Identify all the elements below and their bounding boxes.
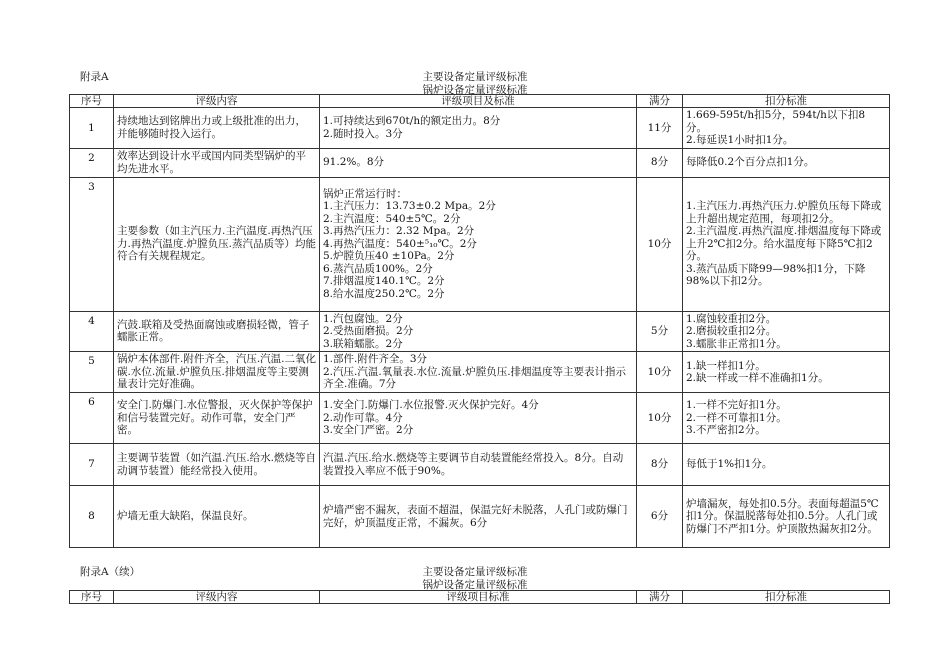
deduction-standard [683, 444, 890, 486]
item-line: 3.再热汽压力：2.32 Mpa。2分 [323, 225, 475, 238]
full-score: 8分 [637, 148, 683, 177]
item-line: 6.蒸汽品质100%。2分 [323, 262, 433, 275]
deduction-line: 炉墙漏灰，每处扣0.5分。表面每超温5℃扣1分。保温脱落每处扣0.5分。人孔门或防爆门不严扣1分。炉顶散热漏灰扣2分。 [686, 497, 879, 535]
header-content: 评级内容 [114, 591, 320, 604]
deduction-standard [683, 352, 890, 393]
deduction-standard [683, 311, 890, 352]
deduction-standard [683, 177, 890, 311]
item-line: 2.受热面磨损。2分 [323, 325, 414, 337]
document-subtitle-continued: 锅炉设备定量评级标准 [422, 579, 528, 591]
header-no: 序号 [70, 95, 114, 108]
item-line: 1.主汽压力：13.73±0.2 Mpa。2分 [323, 200, 496, 213]
header-full-score: 满分 [637, 95, 683, 108]
table-row [70, 177, 890, 311]
deduction-line: 2.主汽温度.再热汽温度.排烟温度每下降或上升2℃扣2分。给水温度每下降5℃扣2分。 [686, 225, 882, 263]
row-number: 1 [70, 108, 114, 149]
table-row [70, 444, 890, 486]
table-header-row [70, 591, 890, 604]
item-line: 1.部件.附件齐全。3分 [323, 353, 428, 366]
full-score: 5分 [637, 311, 683, 352]
full-score: 10分 [637, 352, 683, 393]
full-score: 6分 [637, 486, 683, 548]
full-score: 10分 [637, 177, 683, 311]
rating-items [320, 148, 637, 177]
deduction-line: 每降低0.2个百分点扣1分。 [686, 156, 815, 169]
deduction-line: 2.磨损较重扣2分。 [686, 325, 777, 337]
deduction-line: 3.蠕胀非正常扣1分。 [686, 337, 787, 350]
item-line: 7.排烟温度140.1℃。2分 [323, 275, 445, 288]
rating-items [320, 444, 637, 486]
document-title-continued: 主要设备定量评级标准 [422, 566, 528, 578]
rating-items [320, 311, 637, 352]
table-row [70, 148, 890, 177]
row-number: 5 [70, 352, 114, 393]
rating-content: 安全门.防爆门.水位警报，灭火保护等保护和信号装置完好。动作可靠，安全门严密。 [114, 393, 320, 444]
table-row [70, 311, 890, 352]
item-line: 91.2%。8分 [323, 156, 385, 169]
appendix-label: 附录A [80, 71, 109, 83]
deduction-line: 2.缺一样或一样不准确扣1分。 [686, 372, 829, 384]
rating-items [320, 486, 637, 548]
table-row [70, 393, 890, 444]
item-line: 1.汽包腐蚀。2分 [323, 312, 403, 325]
header-full-score: 满分 [637, 591, 683, 604]
full-score: 11分 [637, 108, 683, 149]
rating-content: 炉墙无重大缺陷，保温良好。 [114, 486, 320, 548]
item-line: 3.安全门严密。2分 [323, 424, 414, 437]
row-number: 3 [70, 177, 114, 311]
deduction-standard [683, 148, 890, 177]
row-number: 4 [70, 311, 114, 352]
deduction-line: 每低于1%扣1分。 [686, 458, 773, 471]
row-number: 7 [70, 444, 114, 486]
item-line: 2.主汽温度：540±5℃。2分 [323, 212, 461, 225]
item-line: 2.汽压.汽温.氧量表.水位.流量.炉膛负压.排烟温度等主要表计指示齐全.准确。7分 [323, 365, 627, 391]
item-line: 3.联箱蠕胀。2分 [323, 337, 403, 350]
document-title: 主要设备定量评级标准 [422, 71, 528, 83]
row-number: 6 [70, 393, 114, 444]
full-score: 10分 [637, 393, 683, 444]
table-header-row [70, 95, 890, 108]
boiler-rating-table-continued [69, 590, 890, 604]
rating-items [320, 352, 637, 393]
header-deduction: 扣分标准 [683, 591, 890, 604]
item-line: 2.随时投入。3分 [323, 127, 403, 140]
rating-items [320, 393, 637, 444]
rating-content: 主要参数（如主汽压力.主汽温度.再热汽压力.再热汽温度.炉膛负压.蒸汽品质等）均能符合有关规程规定。 [114, 177, 320, 311]
deduction-standard [683, 393, 890, 444]
appendix-continued-label: 附录A（续） [80, 566, 141, 578]
item-line: 炉墙严密不漏灰，表面不超温，保温完好未脱落，人孔门或防爆门完好，炉顶温度正常，不漏灰。6分 [323, 504, 628, 529]
rating-items [320, 108, 637, 149]
rating-content: 汽鼓.联箱及受热面腐蚀或磨损轻微，管子蠕胀正常。 [114, 311, 320, 352]
table-row [70, 108, 890, 149]
header-items: 评级项目及标准 [320, 95, 637, 108]
item-line: 1.可持续达到670t/h的额定出力。8分 [323, 115, 501, 128]
deduction-line: 3.蒸汽品质下降99—98%扣1分，下降98%以下扣2分。 [686, 262, 866, 288]
rating-content: 锅炉本体部件.附件齐全，汽压.汽温.二氧化碳.水位.流量.炉膛负压.排烟温度等主要测量表计完好准确。 [114, 352, 320, 393]
document-subtitle: 锅炉设备定量评级标准 [422, 84, 528, 96]
rating-items [320, 177, 637, 311]
header-items: 评级项目标准 [320, 591, 637, 604]
deduction-standard [683, 486, 890, 548]
deduction-line: 3.不严密扣2分。 [686, 424, 766, 437]
deduction-line: 1.腐蚀较重扣2分。 [686, 312, 777, 325]
table-row [70, 352, 890, 393]
deduction-line: 2.一样不可靠扣1分。 [686, 411, 787, 424]
deduction-standard [683, 108, 890, 149]
full-score: 8分 [637, 444, 683, 486]
rating-content: 主要调节装置（如汽温.汽压.给水.燃烧等自动调节装置）能经常投入使用。 [114, 444, 320, 486]
deduction-line: 1.缺一样扣1分。 [686, 359, 766, 372]
item-line: 汽温.汽压.给水.燃烧等主要调节自动装置能经常投入。8分。自动装置投入率应不低于90%。 [323, 452, 624, 477]
boiler-rating-table [69, 94, 890, 548]
header-deduction: 扣分标准 [683, 95, 890, 108]
header-content: 评级内容 [114, 95, 320, 108]
deduction-line: 1.669-595t/h扣5分，594t/h以下扣8分。 [686, 109, 866, 134]
deduction-line: 2.每延误1小时扣1分。 [686, 134, 794, 146]
rating-content: 效率达到设计水平或国内同类型锅炉的平均先进水平。 [114, 148, 320, 177]
deduction-line: 1.主汽压力.再热汽压力.炉膛负压每下降或上升超出规定范围，每项扣2分。 [686, 200, 882, 225]
header-no: 序号 [70, 591, 114, 604]
row-number: 8 [70, 486, 114, 548]
item-line: 1.安全门.防爆门.水位报警.灭火保护完好。4分 [323, 399, 539, 412]
item-line: 锅炉正常运行时： [323, 187, 407, 200]
table-row [70, 486, 890, 548]
row-number: 2 [70, 148, 114, 177]
item-line: 8.给水温度250.2℃。2分 [323, 287, 445, 300]
item-line: 2.动作可靠。4分 [323, 411, 403, 424]
item-line: 4.再热汽温度：540±⁵₁₀℃。2分 [323, 237, 477, 250]
item-line: 5.炉膛负压40 ±10Pa。2分 [323, 250, 455, 263]
deduction-line: 1.一样不完好扣1分。 [686, 399, 787, 412]
rating-content: 持续地达到铭牌出力或上级批准的出力，并能够随时投入运行。 [114, 108, 320, 149]
